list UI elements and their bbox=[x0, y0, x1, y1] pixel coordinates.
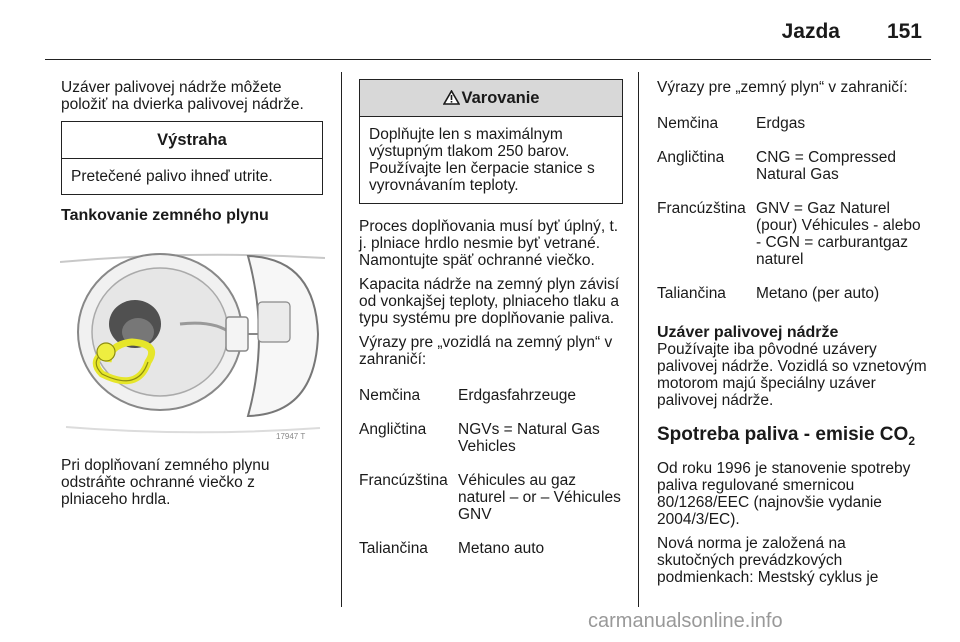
section-title: Jazda bbox=[781, 20, 840, 43]
term-language: Francúzština bbox=[359, 472, 448, 489]
watermark: carmanualsonline.info bbox=[588, 610, 783, 632]
term-language: Nemčina bbox=[657, 115, 719, 132]
column-left bbox=[61, 79, 323, 224]
term-row bbox=[359, 387, 623, 404]
warning-text: Doplňujte len s maximálnym výstupným tlakom 250 barov. Používajte len čerpacie stanice s vyrovnávaním teploty. bbox=[369, 126, 595, 194]
paragraph: Od roku 1996 je stanovenie spotreby paliva regulované smernicou 80/1268/EEC (najnovšie vydanie 2004/3/EC). bbox=[657, 459, 911, 528]
term-row bbox=[359, 421, 623, 455]
header-rule bbox=[45, 59, 931, 60]
paragraph: Proces doplňovania musí byť úplný, t. j. plniace hrdlo nesmie byť vetrané. Namontujte späť ochranné viečko. bbox=[359, 218, 619, 269]
term-value: Véhicules au gaz naturel – or – Véhicules GNV bbox=[458, 472, 621, 523]
figure-number: 17947 T bbox=[276, 432, 306, 441]
term-value: CNG = Compressed Natural Gas bbox=[756, 149, 896, 183]
intro-paragraph: Uzáver palivovej nádrže môžete položiť na dvierka palivovej nádrže. bbox=[61, 79, 304, 113]
term-row bbox=[657, 115, 927, 132]
term-language: Francúzština bbox=[657, 200, 746, 217]
term-row bbox=[359, 540, 623, 557]
fuel-filler-illustration bbox=[60, 232, 325, 442]
term-language: Angličtina bbox=[657, 149, 725, 166]
paragraph: Výrazy pre „zemný plyn“ v zahraničí: bbox=[657, 79, 908, 96]
paragraph: Používajte iba pôvodné uzávery palivovej nádrže. Vozidlá so vznetovým motorom majú špeciálny uzáver palivovej nádrže. bbox=[657, 341, 927, 409]
warning-box bbox=[359, 79, 623, 204]
term-value: Erdgasfahrzeuge bbox=[458, 387, 577, 404]
paragraph: Nová norma je založená na skutočných prevádzkových podmienkach: Mestský cyklus je bbox=[657, 534, 879, 586]
column-divider bbox=[638, 72, 639, 607]
section-heading: Tankovanie zemného plynu bbox=[61, 207, 269, 224]
term-language: Nemčina bbox=[359, 387, 421, 404]
term-language: Angličtina bbox=[359, 421, 427, 438]
heading-subscript: 2 bbox=[908, 433, 915, 448]
paragraph: Výrazy pre „vozidlá na zemný plyn“ v zahraničí: bbox=[359, 334, 613, 368]
caution-title: Výstraha bbox=[62, 122, 322, 159]
term-table bbox=[359, 387, 623, 557]
warning-title: Varovanie bbox=[461, 89, 540, 107]
fuel-filler-image bbox=[60, 232, 325, 442]
caution-box bbox=[61, 121, 323, 195]
term-value: NGVs = Natural Gas Vehicles bbox=[458, 421, 600, 455]
term-row bbox=[657, 149, 927, 183]
caution-text: Pretečené palivo ihneď utrite. bbox=[71, 168, 273, 185]
page-number: 151 bbox=[886, 20, 922, 43]
warning-triangle-icon bbox=[443, 82, 460, 118]
subsection-heading: Uzáver palivovej nádrže bbox=[657, 324, 839, 341]
term-row bbox=[359, 472, 623, 523]
section-heading bbox=[657, 426, 927, 450]
paragraph: Kapacita nádrže na zemný plyn závisí od vonkajšej teploty, plniaceho tlaku a typu systému pre doplňovanie paliva. bbox=[359, 276, 620, 327]
term-language: Taliančina bbox=[359, 540, 428, 557]
term-value: Metano auto bbox=[458, 540, 545, 557]
column-middle bbox=[359, 79, 623, 557]
warning-header bbox=[360, 80, 622, 117]
term-language: Taliančina bbox=[657, 285, 726, 302]
column-right bbox=[657, 79, 927, 586]
heading-text: Spotreba paliva - emisie CO bbox=[657, 424, 909, 445]
term-table bbox=[657, 115, 927, 302]
column-left-bottom bbox=[61, 457, 323, 508]
figure-caption-paragraph: Pri doplňovaní zemného plynu odstráňte ochranné viečko z plniaceho hrdla. bbox=[61, 457, 270, 508]
term-value: Erdgas bbox=[756, 115, 806, 132]
term-row bbox=[657, 200, 927, 268]
term-value: Metano (per auto) bbox=[756, 285, 880, 302]
column-divider bbox=[341, 72, 342, 607]
term-value: GNV = Gaz Naturel (pour) Véhicules - alebo - CGN = carburantgaz naturel bbox=[756, 200, 921, 268]
term-row bbox=[657, 285, 927, 302]
